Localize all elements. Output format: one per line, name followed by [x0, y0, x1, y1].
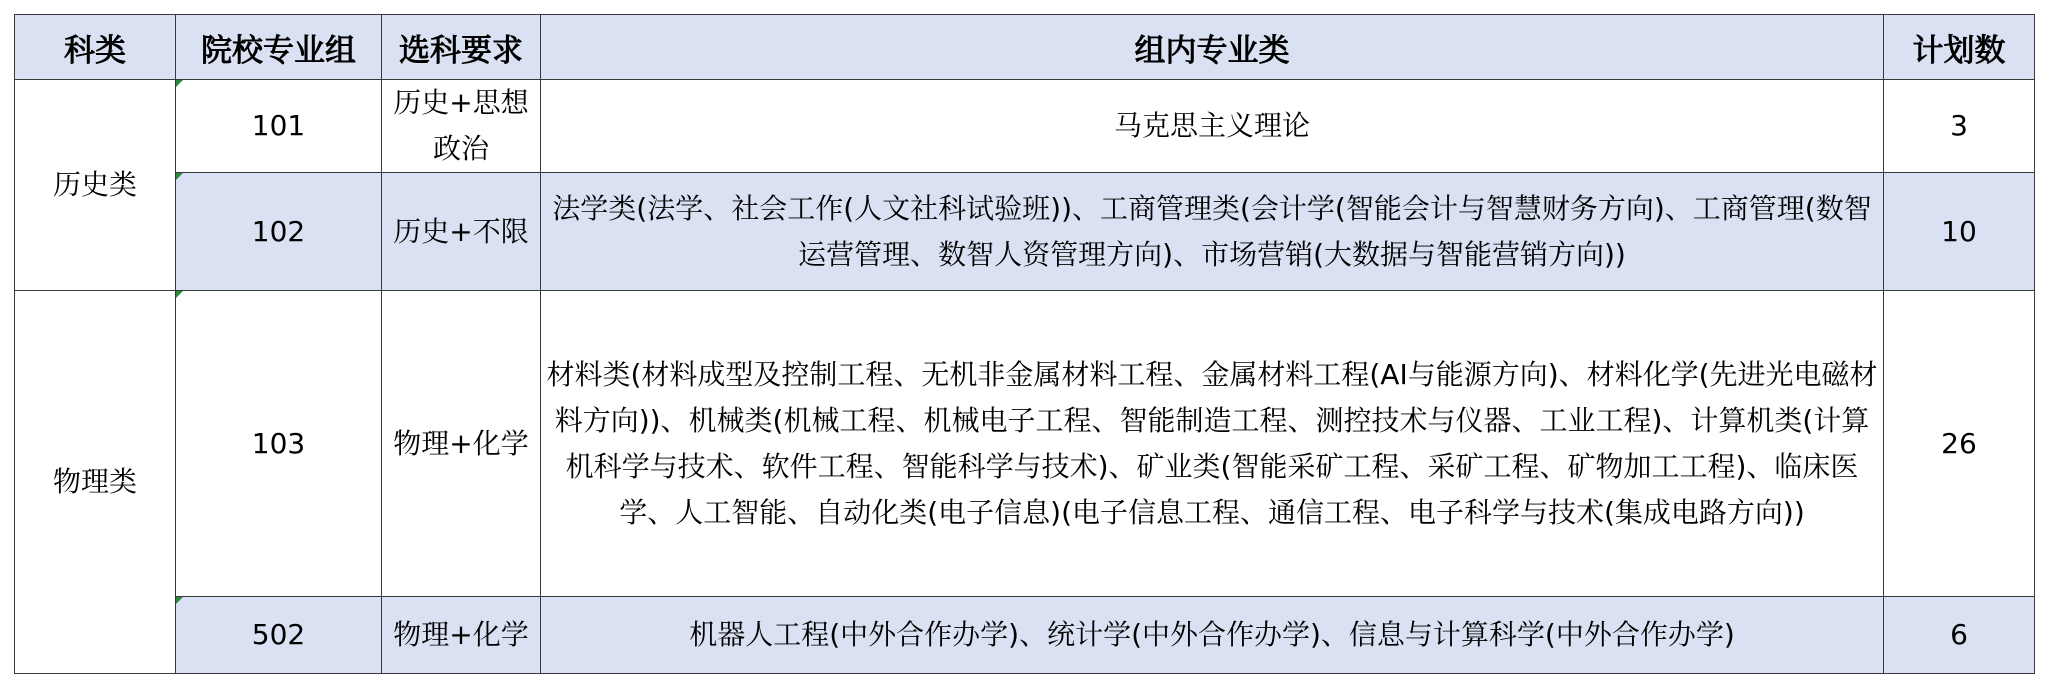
category-cell: 物理类 — [15, 291, 176, 674]
group-code: 103 — [176, 291, 382, 597]
admission-plan-table — [14, 14, 2035, 674]
group-code: 101 — [176, 80, 382, 173]
header-requirement: 选科要求 — [382, 15, 541, 80]
subject-requirement: 历史+思想政治 — [382, 80, 541, 173]
plan-count: 10 — [1884, 173, 2035, 291]
group-code: 502 — [176, 597, 382, 674]
plan-count: 3 — [1884, 80, 2035, 173]
major-list: 机器人工程(中外合作办学)、统计学(中外合作办学)、信息与计算科学(中外合作办学) — [541, 597, 1884, 674]
subject-requirement: 历史+不限 — [382, 173, 541, 291]
major-list: 马克思主义理论 — [541, 80, 1884, 173]
table-row — [15, 291, 2035, 597]
major-list: 法学类(法学、社会工作(人文社科试验班))、工商管理类(会计学(智能会计与智慧财务方向)、工商管理(数智运营管理、数智人资管理方向)、市场营销(大数据与智能营销方向)) — [541, 173, 1884, 291]
major-list: 材料类(材料成型及控制工程、无机非金属材料工程、金属材料工程(AI与能源方向)、材料化学(先进光电磁材料方向))、机械类(机械工程、机械电子工程、智能制造工程、测控技术与仪器、工业工程)、计算机类(计算机科学与技术、软件工程、智能科学与技术)、矿业类(智能采矿工程、采矿工程、矿物加工工程)、临床医学、人工智能、自动化类(电子信息)(电子信息工程、通信工程、电子科学与技术(集成电路方向)) — [541, 291, 1884, 597]
group-code: 102 — [176, 173, 382, 291]
table-row — [15, 173, 2035, 291]
subject-requirement: 物理+化学 — [382, 597, 541, 674]
subject-requirement: 物理+化学 — [382, 291, 541, 597]
table-row — [15, 80, 2035, 173]
header-category: 科类 — [15, 15, 176, 80]
category-cell: 历史类 — [15, 80, 176, 291]
header-row — [15, 15, 2035, 80]
table-row — [15, 597, 2035, 674]
header-group: 院校专业组 — [176, 15, 382, 80]
header-plan: 计划数 — [1884, 15, 2035, 80]
header-majors: 组内专业类 — [541, 15, 1884, 80]
plan-count: 6 — [1884, 597, 2035, 674]
plan-count: 26 — [1884, 291, 2035, 597]
